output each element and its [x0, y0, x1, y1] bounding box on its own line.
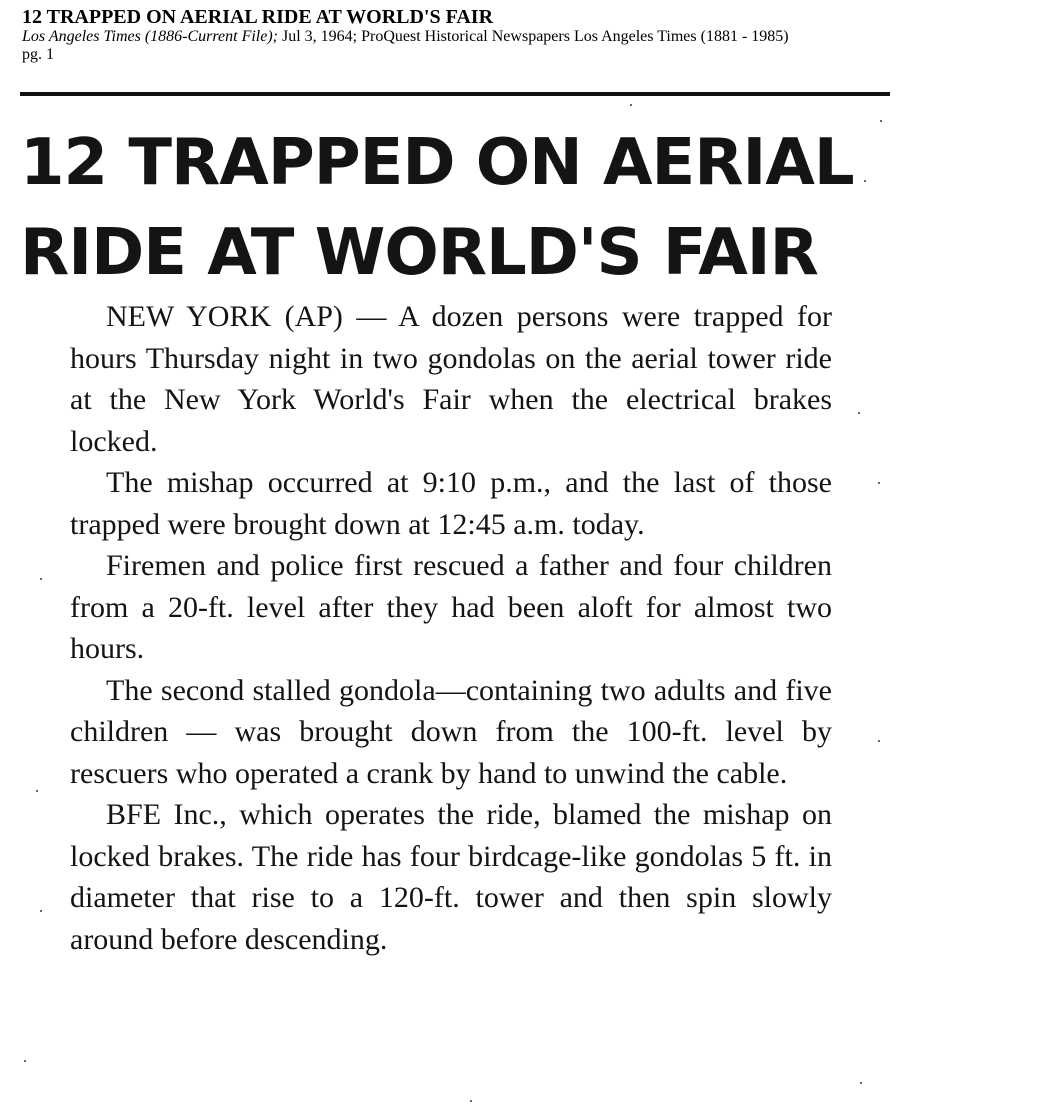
article-clipping	[20, 96, 890, 1111]
article-body	[70, 296, 832, 960]
paragraph-4: The second stalled gondola—containing two adults and five children — was brought down from the 100-ft. level by rescuers who operated a crank by hand to unwind the cable.	[70, 673, 832, 790]
scan-speck	[36, 790, 38, 792]
scan-speck	[880, 120, 882, 122]
citation-meta	[22, 28, 1042, 46]
citation-header	[22, 6, 1042, 64]
headline-line-2: RIDE AT WORLD'S FAIR	[20, 216, 818, 290]
citation-source: Los Angeles Times (1886-Current File);	[22, 28, 278, 45]
citation-page: pg. 1	[22, 46, 54, 63]
paragraph-1: NEW YORK (AP) — A dozen persons were trapped for hours Thursday night in two gondolas on the aerial tower ride at the New York World's Fair when the electrical brakes locked.	[70, 300, 832, 458]
scan-speck	[878, 740, 880, 742]
scan-speck	[40, 578, 42, 580]
scan-speck	[40, 910, 42, 912]
scan-speck	[878, 482, 880, 484]
scan-speck	[24, 1060, 26, 1062]
scan-speck	[858, 412, 860, 414]
scan-speck	[860, 1082, 862, 1084]
headline	[20, 118, 854, 298]
paragraph-5: BFE Inc., which operates the ride, blamed the mishap on locked brakes. The ride has four birdcage-like gondolas 5 ft. in diameter that rise to a 120-ft. tower and then spin slowly around before descending.	[70, 798, 832, 956]
paragraph-2: The mishap occurred at 9:10 p.m., and the last of those trapped were brought down at 12:45 a.m. today.	[70, 466, 832, 541]
scan-speck	[864, 180, 866, 182]
headline-line-1: 12 TRAPPED ON AERIAL	[20, 126, 854, 200]
scan-speck	[470, 1100, 472, 1102]
citation-title: 12 TRAPPED ON AERIAL RIDE AT WORLD'S FAIR	[22, 6, 494, 28]
citation-details: Jul 3, 1964; ProQuest Historical Newspapers Los Angeles Times (1881 - 1985)	[277, 28, 789, 45]
scan-speck	[630, 104, 632, 106]
paragraph-3: Firemen and police first rescued a father and four children from a 20-ft. level after they had been aloft for almost two hours.	[70, 549, 832, 665]
